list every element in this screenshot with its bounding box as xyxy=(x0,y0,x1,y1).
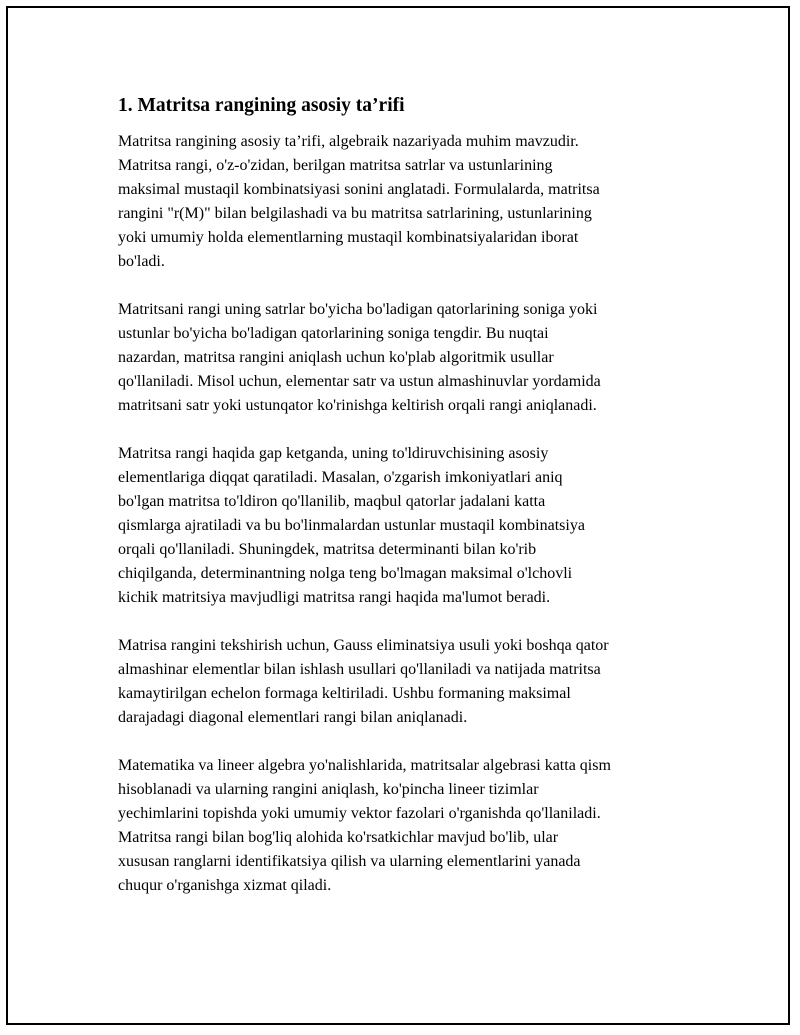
text-line: qismlarga ajratiladi va bu bo'linmalardan ustunlar mustaqil kombinatsiya xyxy=(118,517,585,534)
text-line: darajadagi diagonal elementlari rangi bilan aniqlanadi. xyxy=(118,709,468,726)
paragraph-gauss-elimination xyxy=(118,634,698,730)
text-line: bo'lgan matritsa to'ldiron qo'llanilib, maqbul qatorlar jadalani katta xyxy=(118,493,546,510)
text-line: qo'llaniladi. Misol uchun, elementar satr va ustun almashinuvlar yordamida xyxy=(118,373,601,390)
text-line: rangini "r(M)" bilan belgilashadi va bu matritsa satrlarining, ustunlarining xyxy=(118,205,592,222)
text-line: Matrisa rangini tekshirish uchun, Gauss eliminatsiya usuli yoki boshqa qator xyxy=(118,637,609,654)
text-line: maksimal mustaqil kombinatsiyasi sonini anglatadi. Formulalarda, matritsa xyxy=(118,181,600,198)
text-line: ustunlar bo'yicha bo'ladigan qatorlarining soniga tengdir. Bu nuqtai xyxy=(118,325,549,342)
paragraph-definition xyxy=(118,130,698,274)
text-line: Matematika va lineer algebra yo'nalishlarida, matritsalar algebrasi katta qism xyxy=(118,757,611,774)
section-heading: 1. Matritsa rangining asosiy ta’rifi xyxy=(118,95,405,116)
text-line: orqali qo'llaniladi. Shuningdek, matritsa determinanti bilan ko'rib xyxy=(118,541,537,558)
text-line: almashinar elementlar bilan ishlash usullari qo'llaniladi va natijada matritsa xyxy=(118,661,601,678)
text-line: hisoblanadi va ularning rangini aniqlash, ko'pincha lineer tizimlar xyxy=(118,781,539,798)
paragraph-applications xyxy=(118,754,698,898)
text-line: chuqur o'rganishga xizmat qiladi. xyxy=(118,877,332,894)
text-line: chiqilganda, determinantning nolga teng bo'lmagan maksimal o'lchovli xyxy=(118,565,573,582)
text-line: elementlariga diqqat qaratiladi. Masalan, o'zgarish imkoniyatlari aniq xyxy=(118,469,563,486)
text-line: Matritsa rangi haqida gap ketganda, uning to'ldiruvchisining asosiy xyxy=(118,445,549,462)
text-line: yechimlarini topishda yoki umumiy vektor fazolari o'rganishda qo'llaniladi. xyxy=(118,805,601,822)
paragraph-determinant xyxy=(118,442,698,610)
paragraph-row-column-rank xyxy=(118,298,698,418)
text-line: Matritsa rangi, o'z-o'zidan, berilgan matritsa satrlar va ustunlarining xyxy=(118,157,553,174)
text-line: Matritsani rangi uning satrlar bo'yicha bo'ladigan qatorlarining soniga yoki xyxy=(118,301,598,318)
text-line: kichik matritsiya mavjudligi matritsa rangi haqida ma'lumot beradi. xyxy=(118,589,551,606)
text-line: nazardan, matritsa rangini aniqlash uchun ko'plab algoritmik usullar xyxy=(118,349,554,366)
text-line: kamaytirilgan echelon formaga keltiriladi. Ushbu formaning maksimal xyxy=(118,685,571,702)
text-line: matritsani satr yoki ustunqator ko'rinishga keltirish orqali rangi aniqlanadi. xyxy=(118,397,597,414)
text-line: bo'ladi. xyxy=(118,253,165,270)
text-line: yoki umumiy holda elementlarning mustaqil kombinatsiyalaridan iborat xyxy=(118,229,579,246)
document-body xyxy=(118,94,698,922)
text-line: Matritsa rangining asosiy ta’rifi, algebraik nazariyada muhim mavzudir. xyxy=(118,133,579,150)
text-line: Matritsa rangi bilan bog'liq alohida ko'rsatkichlar mavjud bo'lib, ular xyxy=(118,829,559,846)
text-line: xususan ranglarni identifikatsiya qilish va ularning elementlarini yanada xyxy=(118,853,581,870)
